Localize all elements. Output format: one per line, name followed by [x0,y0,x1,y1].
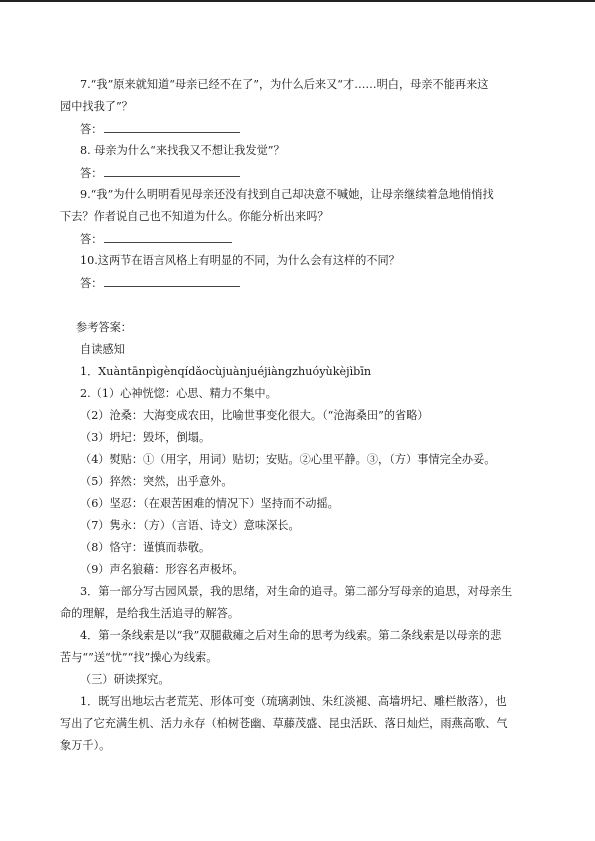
item-5-line-1: 1．既写出地坛古老荒芜、形体可变（琉璃剥蚀、朱红淡褪、高墙坍圮、雕栏散落），也 [80,695,507,708]
item-2-6: （6）坚忍：（在艰苦困难的情况下）坚持而不动摇。 [80,497,339,510]
question-9-line-2: 下去？作者说自己也不知道为什么。你能分析出来吗？ [60,210,329,223]
item-4-line-1: 4．第一条线索是以“我”双腿截瘫之后对生命的思考为线索。第二条线索是以母亲的悲 [80,629,502,642]
question-9-line-1: 9.“我”为什么明明看见母亲还没有找到自己却决意不喊她，让母亲继续着急地悄悄找 [80,188,494,201]
answer-label: 答： [80,167,103,180]
question-7-line-2: 园中找我了”？ [60,100,133,113]
item-2-3: （3）坍圮：毁坏，倒塌。 [80,431,211,444]
item-5-line-2: 写出了它充满生机、活力永存（柏树苍幽、草藤茂盛、昆虫活跃、落日灿烂，雨燕高歌、气 [60,717,508,730]
answer-label: 答： [80,277,103,290]
item-2-2: （2）沧桑：大海变成农田，比喻世事变化很大。（“沧海桑田”的省略） [80,409,429,422]
answer-7 [80,121,240,138]
answer-9 [80,231,232,248]
answer-10 [80,275,240,292]
answer-7-blank[interactable] [104,121,240,133]
item-2-5: （5）猝然：突然，出乎意外。 [80,475,233,488]
answer-8 [80,165,240,182]
question-10: 10.这两节在语言风格上有明显的不同，为什么会有这样的不同？ [80,254,400,267]
item-2-9: （9）声名狼藉：形容名声极坏。 [80,563,244,576]
item-2-8: （8）恪守：谨慎而恭敬。 [80,541,211,554]
item-3-line-1: 3．第一部分写古园风景，我的思绪，对生命的追寻。第二部分写母亲的追思，对母亲生 [80,585,513,598]
item-1-pinyin: 1．Xuàntānpìgènqídǎocùjuànjuéjiàngzhuóyùkèjìbīn [80,365,372,378]
answer-label: 答： [80,123,103,136]
item-2-7: （7）隽永：（方）（言语、诗文）意味深长。 [80,519,300,532]
item-5-line-3: 象万千）。 [60,739,111,752]
item-4-line-2: 苦与“”送“忧”“找”操心为线索。 [60,651,218,664]
question-7-line-1: 7.“我”原来就知道“母亲已经不在了”，为什么后来又“才……明白，母亲不能再来这 [80,78,489,91]
answer-10-blank[interactable] [104,275,240,287]
reference-title: 参考答案： [76,321,132,334]
answer-8-blank[interactable] [104,165,240,177]
section-self-reading: 自读感知 [80,343,125,356]
answer-label: 答： [80,233,103,246]
item-2-4: （4）熨贴：①（用字，用词）贴切；安贴。②心里平静。③，（方）事情完全办妥。 [80,453,496,466]
question-8: 8. 母亲为什么“来找我又不想让我发觉”？ [80,144,285,157]
answer-9-blank[interactable] [104,231,232,243]
item-2-1: 2.（1）心神恍惚：心思、精力不集中。 [80,387,277,400]
item-3-line-2: 命的理解，是给我生活追寻的解答。 [60,607,240,620]
section-research: （三）研读探究。 [80,673,170,686]
